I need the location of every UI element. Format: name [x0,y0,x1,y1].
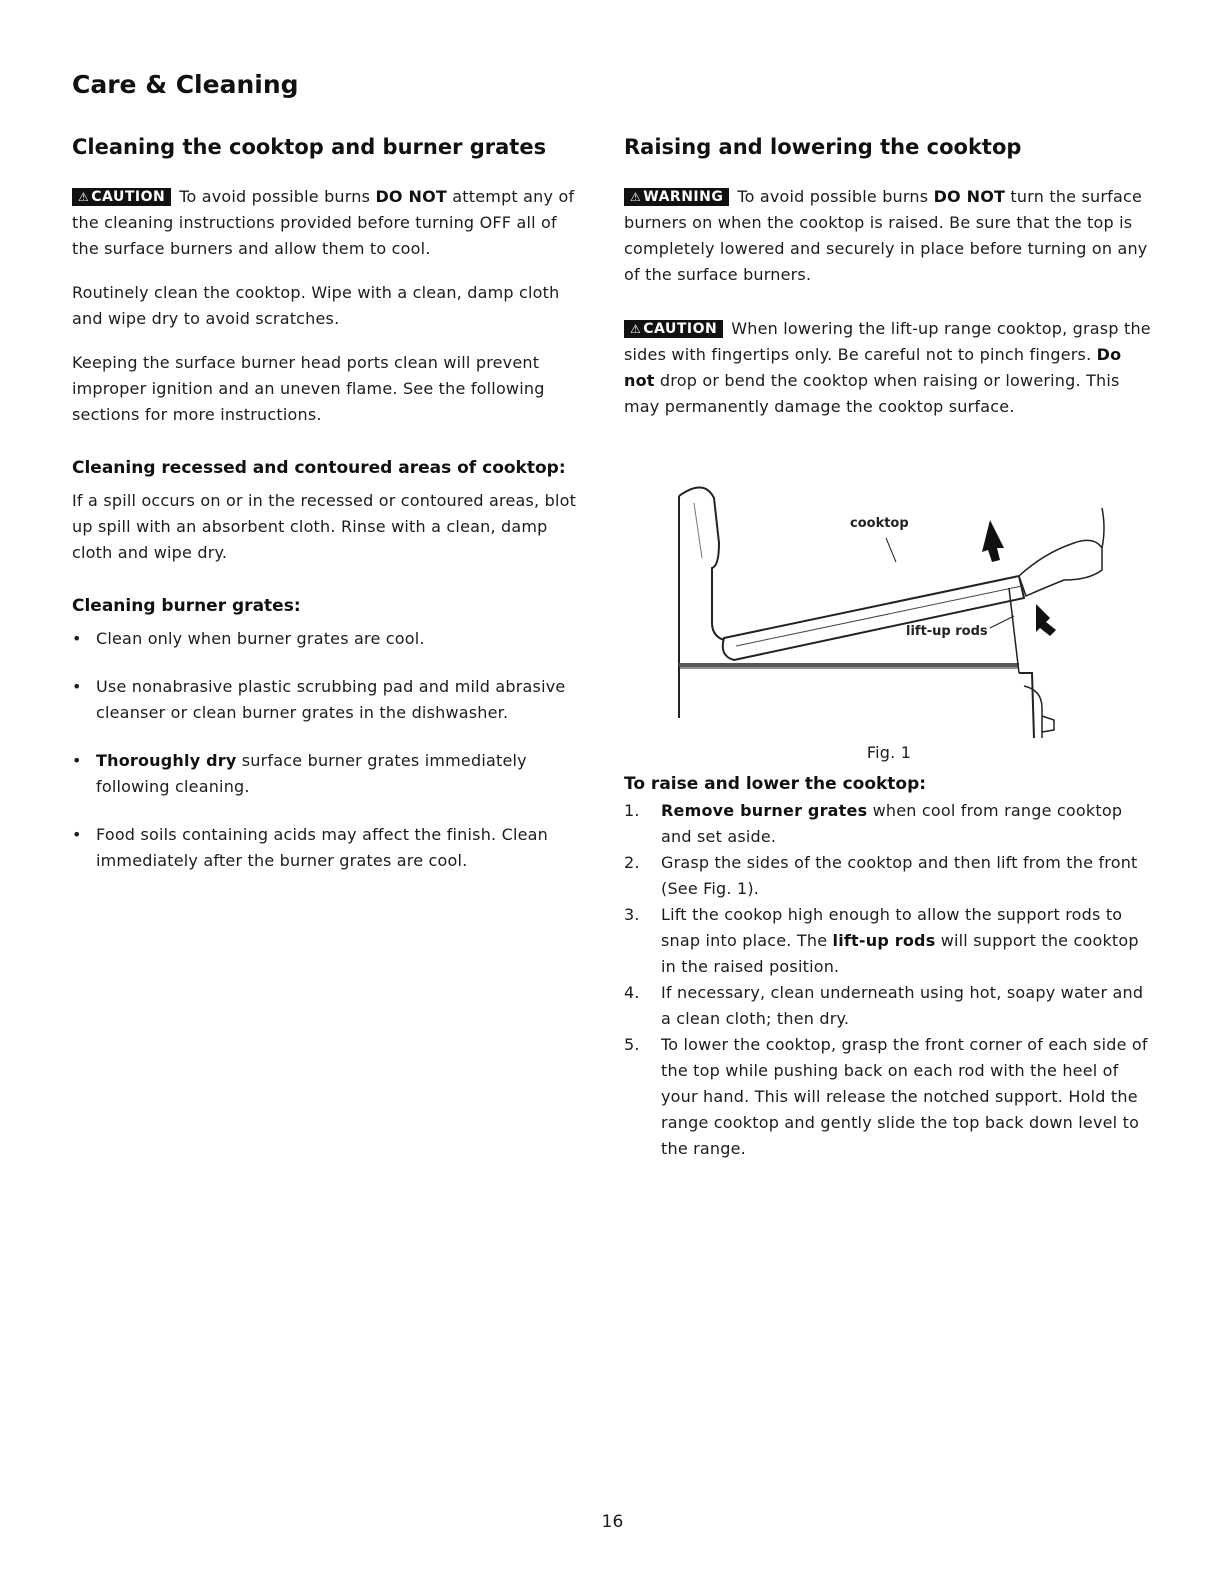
bullet-icon: • [72,677,82,696]
list-item: 4. If necessary, clean underneath using hot, soapy water and a clean cloth; then dry. [624,983,1144,1028]
bullet-icon: • [72,825,82,844]
list-item: 3. Lift the cookop high enough to allow the support rods to snap into place. The lift-up rods will support the cooktop in the raised position. [624,905,1139,976]
steps-heading: To raise and lower the cooktop: [624,774,927,794]
warning-triangle-icon: ⚠ [630,190,642,204]
page-title: Care & Cleaning [72,70,299,99]
list-item: • Clean only when burner grates are cool. [72,626,587,652]
warning-triangle-icon: ⚠ [630,322,642,336]
warning-paragraph: ⚠ WARNING To avoid possible burns DO NOT turn the surface burners on when the cooktop is raised. Be sure that the top is completely lowered and securely in place before turning on any of the surface burners. [624,187,1148,284]
warning-badge: ⚠ WARNING [624,188,729,206]
caution-badge: ⚠ CAUTION [72,188,171,206]
grates-heading: Cleaning burner grates: [72,596,301,616]
left-column [72,132,587,896]
burner-ports-paragraph: Keeping the surface burner head ports clean will prevent improper ignition and an uneven flame. See the following sections for more instructions. [72,353,545,424]
cooktop-label: cooktop [850,516,909,531]
routine-clean-paragraph: Routinely clean the cooktop. Wipe with a clean, damp cloth and wipe dry to avoid scratches. [72,283,560,328]
caution-paragraph-right: ⚠ CAUTION When lowering the lift-up range cooktop, grasp the sides with fingertips only. Be careful not to pinch fingers. Do not drop or bend the cooktop when raising or lowering. This may permanently damage the cooktop surface. [624,319,1151,416]
list-item: 5. To lower the cooktop, grasp the front corner of each side of the top while pushing back on each rod with the heel of your hand. This will release the notched support. Hold the range cooktop and gently slide the top back down level to the range. [624,1035,1148,1158]
bullet-icon: • [72,629,82,648]
grates-list [72,626,587,874]
list-item: • Use nonabrasive plastic scrubbing pad and mild abrasive cleanser or clean burner grates in the dishwasher. [72,674,587,726]
page-number: 16 [601,1512,624,1532]
section-heading-cleaning: Cleaning the cooktop and burner grates [72,135,547,159]
list-item: • Food soils containing acids may affect the finish. Clean immediately after the burner grates are cool. [72,822,587,874]
warning-triangle-icon: ⚠ [78,190,90,204]
list-item: • Thoroughly dry surface burner grates immediately following cleaning. [72,748,587,800]
section-heading-raising: Raising and lowering the cooktop [624,135,1022,159]
bullet-icon: • [72,751,82,770]
cooktop-figure [624,448,1154,740]
cooktop-illustration [624,448,1154,740]
list-item: 1. Remove burner grates when cool from range cooktop and set aside. [624,801,1123,846]
steps-list [624,798,1154,1162]
caution-paragraph-left: ⚠ CAUTION To avoid possible burns DO NOT attempt any of the cleaning instructions provided before turning OFF all of the surface burners and allow them to cool. [72,187,575,258]
caution-badge: ⚠ CAUTION [624,320,723,338]
lift-up-rods-label: lift-up rods [906,624,988,639]
list-item: 2. Grasp the sides of the cooktop and then lift from the front (See Fig. 1). [624,853,1138,898]
right-column [624,132,1154,1162]
recessed-paragraph: If a spill occurs on or in the recessed or contoured areas, blot up spill with an absorbent cloth. Rinse with a clean, damp cloth and wipe dry. [72,491,577,562]
recessed-heading: Cleaning recessed and contoured areas of cooktop: [72,458,566,478]
figure-caption: Fig. 1 [866,743,912,762]
